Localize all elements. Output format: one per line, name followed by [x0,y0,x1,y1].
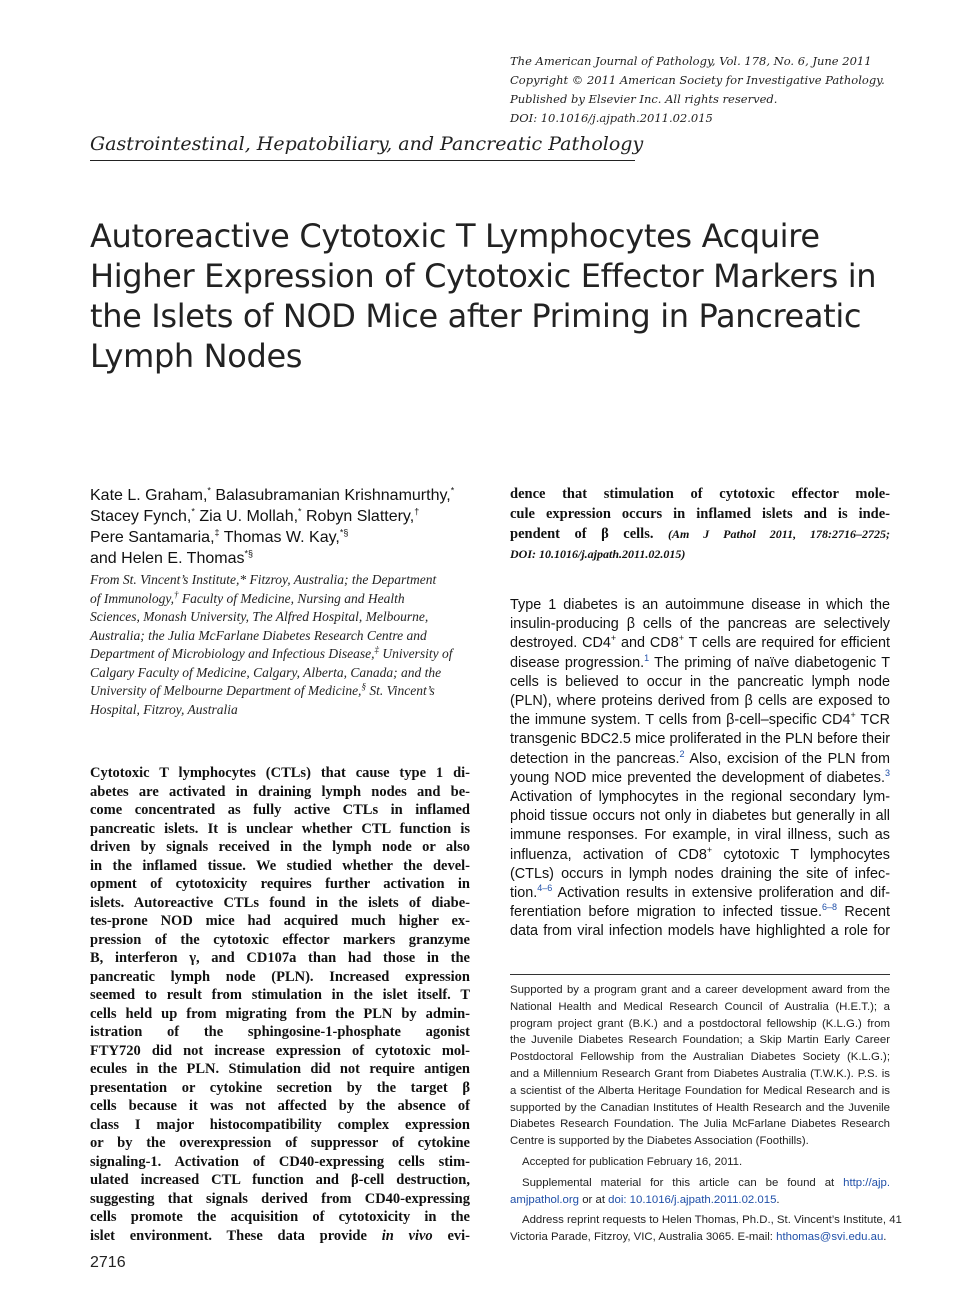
title-line: Lymph Nodes [90,337,303,375]
body-line: young NOD mice prevented the development of diabetes.$^3$ [510,768,890,786]
affiliations [90,571,475,719]
body-line: ferentiation before migration to infected tissue.$^{6-8}$ Recent [510,902,890,921]
funding-line: and a Millennium Research Grant from Diabetes Australia (T.W.K.). P.S. is [510,1067,890,1080]
abstract-line: islet environment. These data provide in vivo evi- [90,1227,470,1244]
affiliation-line: University of Melbourne Department of Medicine,§ St. Vincent’s [90,681,435,698]
author-line: Kate L. Graham,* Balasubramanian Krishnamurthy,* [90,485,455,504]
abstract-line: istration of the sphingosine-1-phosphate agonist [90,1024,470,1040]
body-line: data from viral infection models have highlighted a role for [510,923,890,940]
footnotes [510,982,902,1246]
footnote-divider [510,974,890,975]
abstract-line: tes-prone NOD mice had acquired much higher ex- [90,913,470,929]
reference-link[interactable]: 3 [884,768,890,779]
abstract-line: pancreatic islets. It is unclear whether CTL function is [90,820,470,837]
body-line: influenza, activation of CD8+ cytotoxic T lymphocytes [510,844,890,863]
affiliation-line: Calgary Faculty of Medicine, Calgary, Alberta, Canada; and the [90,664,442,680]
abstract-line: pression of the cytotoxic effector markers granzyme [90,931,470,948]
supplemental-line: Supplemental material for this article can be found at http://ajp. [522,1176,890,1189]
reprint-line: Victoria Parade, Fitzroy, VIC, Australia 3065. E-mail: hthomas@svi.edu.au. [510,1231,887,1244]
abstract-line: opment of cytotoxicity requires further activation in [90,876,470,892]
supplemental-url-link[interactable]: http://ajp. [843,1176,890,1189]
section-divider [90,160,635,161]
abstract-line: suggesting that signals derived from CD40-expressing [90,1190,470,1207]
abstract-line: come concentrated as fully active CTLs in inflamed [90,802,470,818]
author-line: Pere Santamaria,‡ Thomas W. Kay,*§ [90,527,349,546]
affiliation-line: of Immunology,† Faculty of Medicine, Nursing and Health [90,589,405,606]
accepted-date: Accepted for publication February 16, 2011. [522,1155,743,1168]
journal-citation: The American Journal of Pathology, Vol. 178, No. 6, June 2011 [510,54,872,68]
abstract-line: seemed to result from stimulation in the islet itself. T [90,987,470,1003]
abstract-line: presentation or cytokine secretion by the target β [90,1079,470,1096]
reference-link[interactable]: 6–8 [822,902,838,913]
abstract-line: pendent of β cells. (Am J Pathol 2011, 178:2716–2725; [510,526,891,542]
article-title [90,216,890,376]
body-line: Type 1 diabetes is an autoimmune disease in which the [510,597,890,613]
funding-line: a scientist of the Alberta Heritage Foundation for Medical Research and is [510,1084,890,1097]
funding-line: supported by the Canadian Institutes of Health Research and the Juvenile [510,1101,890,1114]
body-line: Activation of lymphocytes in the regional secondary lym- [510,789,890,806]
affiliation-line: Sciences, Monash University, The Alfred Hospital, Melbourne, [90,609,429,624]
page-number: 2716 [90,1254,126,1271]
affiliation-line: Department of Microbiology and Infectious Disease,‡ University of [90,644,453,661]
body-line: the immune system. T cells from β-cell–specific CD4+ TCR [510,710,890,729]
reference-link[interactable]: 1 [644,652,650,663]
body-line: (CTLs) occurs in lymph nodes draining the site of infec- [510,865,890,882]
abstract-line: Cytotoxic T lymphocytes (CTLs) that cause type 1 di- [90,765,470,781]
abstract-line: cells promote the acquisition of cytotoxicity in the [90,1209,470,1225]
supplemental-url-link-cont[interactable]: amjpathol.org [510,1193,580,1206]
abstract-line: signaling-1. Activation of CD40-expressing cells stim- [90,1153,470,1170]
title-line: Autoreactive Cytotoxic T Lymphocytes Acquire [90,217,820,255]
title-line: Higher Expression of Cytotoxic Effector Markers in [90,257,877,295]
abstract-line: in the inflamed tissue. We studied whether the devel- [90,857,470,874]
abstract-line: cells held up from migrating from the PLN by admin- [90,1005,470,1022]
funding-line: the Juvenile Diabetes Research Foundation; a Skip Martin Early Career [510,1034,890,1047]
abstract-line: cells because it was not affected by the absence of [90,1098,470,1114]
abstract-line: class I major histocompatibility complex expression [90,1116,470,1133]
body-line: insulin-producing β cells of the pancreas are selectively [510,616,890,633]
abstract-line: driven by signals received in the lymph node or also [90,839,470,855]
abstract-line [510,544,890,564]
body-line: tion.$^{4-6}$ Activation results in extensive proliferation and dif- [510,883,890,902]
title-line: the Islets of NOD Mice after Priming in Pancreatic [90,297,862,335]
copyright-line: Copyright © 2011 American Society for Investigative Pathology. [510,73,885,87]
body-line: detection in the pancreas.$^2$ Also, excision of the PLN from [510,748,890,767]
doi-line: DOI: 10.1016/j.ajpath.2011.02.015 [510,111,713,125]
funding-line: Postdoctoral Fellowship from the Australian Diabetes Society (K.L.G.); [510,1051,890,1064]
abstract-line: abetes are activated in draining lymph nodes and be- [90,783,470,800]
body-line: destroyed. CD4+ and CD8+ T cells are required for efficient [510,633,891,652]
reprint-line: Address reprint requests to Helen Thomas, Ph.D., St. Vincent’s Institute, 41 [522,1214,902,1227]
reference-link[interactable]: 4–6 [537,883,553,894]
abstract-line: or by the overexpression of suppressor of cytokine [90,1135,470,1151]
citation-doi: DOI: 10.1016/j.ajpath.2011.02.015) [510,547,686,561]
body-line: disease progression.$^1$ The priming of naïve diabetogenic T [510,652,890,671]
abstract-continuation [510,484,890,564]
abstract-line: FTY720 did not increase expression of cytotoxic mol- [90,1042,470,1059]
body-text [510,596,890,942]
abstract [90,764,470,1245]
affiliation-line: Hospital, Fitzroy, Australia [90,701,238,717]
author-line: and Helen E. Thomas*§ [90,548,253,567]
body-line: cells is believed to occur in the pancreatic lymph node [510,673,890,690]
publisher-line: Published by Elsevier Inc. All rights reserved. [510,92,778,106]
funding-line: Supported by a program grant and a career development award from the [510,984,890,996]
abstract-line: ecules in the PLN. Stimulation did not require antigen [90,1061,470,1077]
supplemental-line: amjpathol.org or at doi: 10.1016/j.ajpath.2011.02.015. [510,1193,780,1206]
body-line: phoid tissue occurs not only in diabetes but generally in all [510,808,890,825]
author-line: Stacey Fynch,* Zia U. Mollah,* Robyn Slattery,† [90,506,420,525]
affiliation-line: From St. Vincent’s Institute,* Fitzroy, Australia; the Department [90,572,437,587]
funding-line: program project grant (B.K.) and a postdoctoral fellowship (K.L.G.) from [510,1017,890,1030]
funding-line: Centre is supported by the Diabetes Association (Foothills). [510,1135,809,1148]
funding-line: National Health and Medical Research Council of Australia (H.E.T.); a [510,1000,890,1013]
abstract-line: pancreatic lymph node (PLN). Increased expression [90,968,470,985]
section-heading: Gastrointestinal, Hepatobiliary, and Pancreatic Pathology [90,133,644,155]
body-line: (PLN), where proteins derived from β cells are exposed to [510,693,890,710]
citation: (Am J Pathol 2011, 178:2716–2725; [668,527,891,541]
journal-header [510,52,910,128]
body-line: transgenic BDC2.5 mice proliferated in the PLN before their [510,731,890,748]
body-line: immune responses. For example, in viral illness, such as [510,827,890,844]
abstract-line: B, interferon γ, and CD107a than had those in the [90,950,470,966]
abstract-line: islets. Autoreactive CTLs found in the islets of diabe- [90,894,470,911]
abstract-line: ulated increased CTL function and β-cell destruction, [90,1172,470,1188]
email-link[interactable]: hthomas@svi.edu.au [776,1231,884,1244]
reference-link[interactable]: 2 [679,748,685,759]
affiliation-line: Australia; the Julia McFarlane Diabetes Research Centre and [90,627,427,643]
abstract-line: cule expression occurs in inflamed islets and is inde- [510,506,890,522]
author-list [90,485,490,569]
abstract-line: dence that stimulation of cytotoxic effector mole- [510,486,890,502]
doi-link[interactable]: doi: 10.1016/j.ajpath.2011.02.015 [608,1193,777,1206]
funding-line: Diabetes Research Foundation. The Julia McFarlane Diabetes Research [510,1118,890,1131]
